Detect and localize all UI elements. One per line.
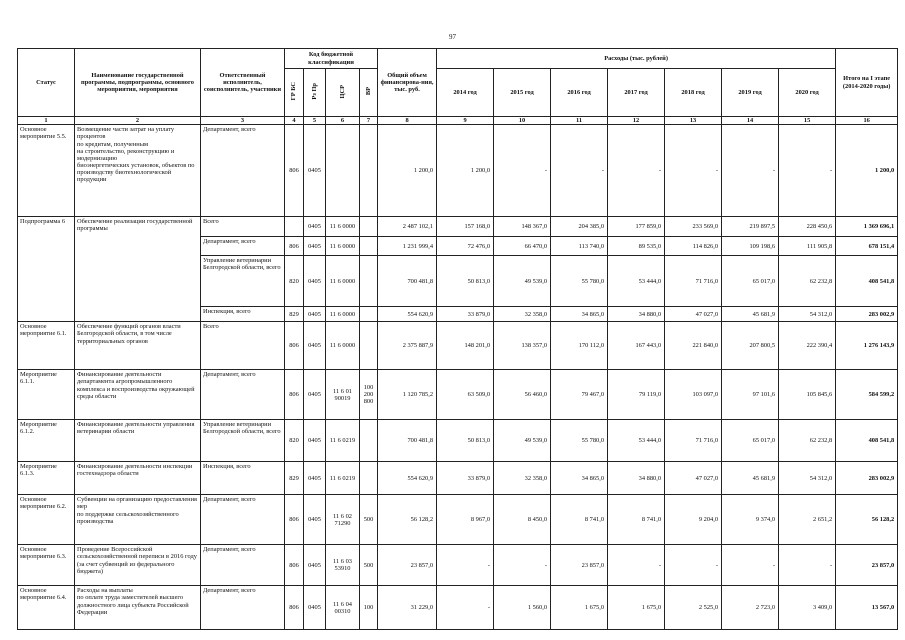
cell-executor: Департамент, всего xyxy=(201,237,285,256)
cell-grbs: 806 xyxy=(285,237,304,256)
header-stage-total: Итого на I этапе (2014-2020 годы) xyxy=(836,49,898,117)
cell-year-value: 2 525,0 xyxy=(665,586,722,630)
table-row xyxy=(18,370,898,420)
cell-stage-total: 1 369 696,1 xyxy=(836,217,898,237)
cell-grbs: 806 xyxy=(285,322,304,370)
header-csr: ЦСР xyxy=(326,69,360,117)
cell-executor: Департамент, всего xyxy=(201,586,285,630)
cell-year-value: 34 880,0 xyxy=(608,307,665,322)
cell-year-value: 3 409,0 xyxy=(779,586,836,630)
cell-year-value: 47 027,0 xyxy=(665,307,722,322)
cell-year-value: 177 859,0 xyxy=(608,217,665,237)
cell-grbs: 829 xyxy=(285,462,304,495)
cell-executor: Департамент, всего xyxy=(201,495,285,545)
cell-rzpr: 0405 xyxy=(304,307,326,322)
header-year: 2015 год xyxy=(494,69,551,117)
cell-vr xyxy=(360,125,378,217)
cell-executor: Инспекция, всего xyxy=(201,307,285,322)
column-number: 14 xyxy=(722,117,779,125)
cell-rzpr: 0405 xyxy=(304,462,326,495)
cell-year-value: - xyxy=(779,545,836,586)
column-number: 13 xyxy=(665,117,722,125)
column-number: 2 xyxy=(75,117,201,125)
cell-stage-total: 584 599,2 xyxy=(836,370,898,420)
cell-stage-total: 408 541,8 xyxy=(836,420,898,462)
cell-year-value: 53 444,0 xyxy=(608,420,665,462)
cell-rzpr: 0405 xyxy=(304,495,326,545)
column-number: 9 xyxy=(437,117,494,125)
cell-year-value: 34 880,0 xyxy=(608,462,665,495)
cell-rzpr: 0405 xyxy=(304,545,326,586)
cell-vr xyxy=(360,237,378,256)
cell-csr: 11 6 04 00310 xyxy=(326,586,360,630)
header-expenses: Расходы (тыс. рублей) xyxy=(437,49,836,69)
cell-year-value: 1 675,0 xyxy=(608,586,665,630)
cell-year-value: 228 450,6 xyxy=(779,217,836,237)
cell-status: Мероприятие 6.1.2. xyxy=(18,420,75,462)
header-vr: ВР xyxy=(360,69,378,117)
cell-vr xyxy=(360,217,378,237)
cell-year-value: 114 826,0 xyxy=(665,237,722,256)
column-number: 7 xyxy=(360,117,378,125)
cell-year-value: 32 358,0 xyxy=(494,307,551,322)
header-year: 2018 год xyxy=(665,69,722,117)
cell-year-value: 50 813,0 xyxy=(437,420,494,462)
header-grbs: ГР БС xyxy=(285,69,304,117)
cell-status: Основное мероприятие 6.1. xyxy=(18,322,75,370)
cell-total: 700 481,8 xyxy=(378,256,437,307)
cell-year-value: 111 905,8 xyxy=(779,237,836,256)
cell-total: 1 120 785,2 xyxy=(378,370,437,420)
cell-executor: Управление ветеринарии Белгородской области, всего xyxy=(201,420,285,462)
cell-year-value: 97 101,6 xyxy=(722,370,779,420)
cell-year-value: - xyxy=(551,125,608,217)
cell-year-value: 79 119,0 xyxy=(608,370,665,420)
cell-year-value: 138 357,0 xyxy=(494,322,551,370)
cell-rzpr: 0405 xyxy=(304,322,326,370)
cell-year-value: 8 741,0 xyxy=(551,495,608,545)
cell-total: 554 620,9 xyxy=(378,307,437,322)
cell-stage-total: 13 567,0 xyxy=(836,586,898,630)
cell-status: Подпрограмма 6 xyxy=(18,217,75,322)
cell-executor: Управление ветеринарии Белгородской области, всего xyxy=(201,256,285,307)
cell-name: Обеспечение реализации государственной программы xyxy=(75,217,201,322)
cell-year-value: 148 367,0 xyxy=(494,217,551,237)
cell-total: 1 231 999,4 xyxy=(378,237,437,256)
cell-year-value: 170 112,0 xyxy=(551,322,608,370)
cell-csr: 11 6 01 90019 xyxy=(326,370,360,420)
cell-name: Обеспечение функций органов власти Белгородской области, в том числе территориальных органов xyxy=(75,322,201,370)
cell-csr: 11 6 02 71290 xyxy=(326,495,360,545)
table-row xyxy=(18,322,898,370)
cell-year-value: 72 476,0 xyxy=(437,237,494,256)
cell-csr: 11 6 0000 xyxy=(326,307,360,322)
column-number: 4 xyxy=(285,117,304,125)
cell-grbs: 806 xyxy=(285,545,304,586)
table-row xyxy=(18,462,898,495)
cell-total: 2 487 102,1 xyxy=(378,217,437,237)
cell-year-value: 33 879,0 xyxy=(437,307,494,322)
cell-grbs: 820 xyxy=(285,420,304,462)
cell-year-value: 32 358,0 xyxy=(494,462,551,495)
cell-csr xyxy=(326,125,360,217)
cell-stage-total: 1 276 143,9 xyxy=(836,322,898,370)
column-number: 8 xyxy=(378,117,437,125)
header-status: Статус xyxy=(18,49,75,117)
cell-year-value: 8 741,0 xyxy=(608,495,665,545)
cell-year-value: - xyxy=(665,125,722,217)
cell-grbs: 829 xyxy=(285,307,304,322)
header-year: 2017 год xyxy=(608,69,665,117)
cell-year-value: 23 857,0 xyxy=(551,545,608,586)
cell-grbs: 806 xyxy=(285,586,304,630)
cell-name: Финансирование деятельности управления ветеринарии области xyxy=(75,420,201,462)
cell-vr: 100 xyxy=(360,586,378,630)
cell-year-value: - xyxy=(494,125,551,217)
cell-stage-total: 56 128,2 xyxy=(836,495,898,545)
cell-rzpr: 0405 xyxy=(304,237,326,256)
cell-year-value: 2 723,0 xyxy=(722,586,779,630)
cell-year-value: 63 509,0 xyxy=(437,370,494,420)
cell-rzpr: 0405 xyxy=(304,125,326,217)
cell-csr: 11 6 03 53910 xyxy=(326,545,360,586)
cell-name: Субвенции на организацию предоставления мер по поддержке сельскохозяйственного производства xyxy=(75,495,201,545)
cell-rzpr: 0405 xyxy=(304,256,326,307)
cell-year-value: 71 716,0 xyxy=(665,420,722,462)
cell-year-value: 34 865,0 xyxy=(551,462,608,495)
column-number: 6 xyxy=(326,117,360,125)
cell-total: 23 857,0 xyxy=(378,545,437,586)
cell-rzpr: 0405 xyxy=(304,586,326,630)
cell-executor: Департамент, всего xyxy=(201,370,285,420)
cell-name: Финансирование деятельности департамента агропромышленного комплекса и воспроизводства окружающей среды области xyxy=(75,370,201,420)
cell-vr xyxy=(360,462,378,495)
cell-year-value: 79 467,0 xyxy=(551,370,608,420)
header-year: 2014 год xyxy=(437,69,494,117)
cell-stage-total: 1 200,0 xyxy=(836,125,898,217)
cell-grbs: 820 xyxy=(285,256,304,307)
cell-year-value: 34 865,0 xyxy=(551,307,608,322)
cell-year-value: 207 800,5 xyxy=(722,322,779,370)
cell-status: Основное мероприятие 6.4. xyxy=(18,586,75,630)
cell-total: 56 128,2 xyxy=(378,495,437,545)
cell-year-value: - xyxy=(779,125,836,217)
cell-stage-total: 23 857,0 xyxy=(836,545,898,586)
table-row xyxy=(18,420,898,462)
cell-status: Основное мероприятие 6.2. xyxy=(18,495,75,545)
header-year: 2016 год xyxy=(551,69,608,117)
table-row xyxy=(18,545,898,586)
cell-year-value: 1 200,0 xyxy=(437,125,494,217)
cell-total: 2 375 887,9 xyxy=(378,322,437,370)
cell-year-value: 33 879,0 xyxy=(437,462,494,495)
cell-year-value: 148 201,0 xyxy=(437,322,494,370)
cell-year-value: 49 539,0 xyxy=(494,256,551,307)
column-number: 10 xyxy=(494,117,551,125)
cell-year-value: - xyxy=(437,586,494,630)
budget-table xyxy=(17,48,898,630)
cell-total: 31 229,0 xyxy=(378,586,437,630)
cell-year-value: 62 232,8 xyxy=(779,256,836,307)
header-total-funding: Общий объем финансирова-ния, тыс. руб. xyxy=(378,49,437,117)
cell-year-value: 103 097,0 xyxy=(665,370,722,420)
table-row xyxy=(18,125,898,217)
cell-year-value: - xyxy=(494,545,551,586)
cell-total: 1 200,0 xyxy=(378,125,437,217)
cell-year-value: - xyxy=(722,545,779,586)
cell-year-value: 221 840,0 xyxy=(665,322,722,370)
cell-rzpr: 0405 xyxy=(304,217,326,237)
cell-year-value: 9 374,0 xyxy=(722,495,779,545)
cell-vr: 500 xyxy=(360,495,378,545)
cell-stage-total: 283 002,9 xyxy=(836,307,898,322)
cell-year-value: 204 385,0 xyxy=(551,217,608,237)
cell-year-value: - xyxy=(722,125,779,217)
cell-rzpr: 0405 xyxy=(304,420,326,462)
cell-grbs: 806 xyxy=(285,125,304,217)
cell-stage-total: 678 151,4 xyxy=(836,237,898,256)
cell-year-value: 66 470,0 xyxy=(494,237,551,256)
column-number: 3 xyxy=(201,117,285,125)
cell-year-value: 54 312,0 xyxy=(779,307,836,322)
cell-csr: 11 6 0000 xyxy=(326,217,360,237)
cell-year-value: - xyxy=(608,125,665,217)
table-row xyxy=(18,586,898,630)
cell-year-value: 65 017,0 xyxy=(722,256,779,307)
cell-name: Возмещение части затрат на уплату процентов по кредитам, полученным на строительство, реконструкцию и модернизацию биоэнергетических установок, объектов по производству биотехнологической продукции xyxy=(75,125,201,217)
cell-status: Мероприятие 6.1.3. xyxy=(18,462,75,495)
cell-status: Основное мероприятие 5.5. xyxy=(18,125,75,217)
cell-grbs: 806 xyxy=(285,495,304,545)
cell-year-value: 8 967,0 xyxy=(437,495,494,545)
cell-year-value: 222 390,4 xyxy=(779,322,836,370)
cell-stage-total: 283 002,9 xyxy=(836,462,898,495)
cell-vr xyxy=(360,256,378,307)
cell-year-value: 89 535,0 xyxy=(608,237,665,256)
cell-vr xyxy=(360,420,378,462)
cell-year-value: 53 444,0 xyxy=(608,256,665,307)
cell-name: Финансирование деятельности инспекции гостехнадзора области xyxy=(75,462,201,495)
cell-status: Основное мероприятие 6.3. xyxy=(18,545,75,586)
cell-stage-total: 408 541,8 xyxy=(836,256,898,307)
cell-year-value: - xyxy=(437,545,494,586)
cell-year-value: 54 312,0 xyxy=(779,462,836,495)
cell-year-value: 113 740,0 xyxy=(551,237,608,256)
cell-year-value: 8 450,0 xyxy=(494,495,551,545)
header-year: 2020 год xyxy=(779,69,836,117)
cell-rzpr: 0405 xyxy=(304,370,326,420)
cell-vr xyxy=(360,322,378,370)
header-executor: Ответственный исполнитель, соисполнитель, участники xyxy=(201,49,285,117)
cell-name: Расходы на выплаты по оплате труда заместителей высшего должностного лица субъекта Российской Федерации xyxy=(75,586,201,630)
cell-grbs xyxy=(285,217,304,237)
cell-year-value: 71 716,0 xyxy=(665,256,722,307)
header-year: 2019 год xyxy=(722,69,779,117)
cell-csr: 11 6 0219 xyxy=(326,462,360,495)
cell-year-value: 233 569,0 xyxy=(665,217,722,237)
cell-year-value: 49 539,0 xyxy=(494,420,551,462)
cell-executor: Департамент, всего xyxy=(201,545,285,586)
cell-year-value: 45 681,9 xyxy=(722,307,779,322)
column-number: 5 xyxy=(304,117,326,125)
column-number: 1 xyxy=(18,117,75,125)
cell-year-value: 109 198,6 xyxy=(722,237,779,256)
table-row xyxy=(18,495,898,545)
column-number: 16 xyxy=(836,117,898,125)
column-number: 15 xyxy=(779,117,836,125)
cell-vr: 500 xyxy=(360,545,378,586)
header-rzpr: Рз Пр xyxy=(304,69,326,117)
header-budget-code: Код бюджетной классификации xyxy=(285,49,378,69)
header-program-name: Наименование государственной программы, подпрограммы, основного мероприятия, мероприятия xyxy=(75,49,201,117)
cell-year-value: - xyxy=(608,545,665,586)
column-number: 11 xyxy=(551,117,608,125)
cell-year-value: 157 168,0 xyxy=(437,217,494,237)
cell-executor: Инспекция, всего xyxy=(201,462,285,495)
cell-executor: Всего xyxy=(201,322,285,370)
cell-grbs: 806 xyxy=(285,370,304,420)
cell-csr: 11 6 0000 xyxy=(326,256,360,307)
cell-status: Мероприятие 6.1.1. xyxy=(18,370,75,420)
cell-year-value: 55 780,0 xyxy=(551,256,608,307)
cell-year-value: 105 845,6 xyxy=(779,370,836,420)
cell-executor: Департамент, всего xyxy=(201,125,285,217)
cell-year-value: - xyxy=(665,545,722,586)
page-number: 97 xyxy=(449,33,456,41)
cell-year-value: 45 681,9 xyxy=(722,462,779,495)
cell-year-value: 1 560,0 xyxy=(494,586,551,630)
cell-csr: 11 6 0000 xyxy=(326,322,360,370)
cell-year-value: 55 780,0 xyxy=(551,420,608,462)
cell-year-value: 2 651,2 xyxy=(779,495,836,545)
column-number: 12 xyxy=(608,117,665,125)
cell-csr: 11 6 0219 xyxy=(326,420,360,462)
cell-csr: 11 6 0000 xyxy=(326,237,360,256)
table-row xyxy=(18,217,898,237)
cell-total: 554 620,9 xyxy=(378,462,437,495)
cell-total: 700 481,8 xyxy=(378,420,437,462)
cell-executor: Всего xyxy=(201,217,285,237)
cell-year-value: 47 027,0 xyxy=(665,462,722,495)
cell-year-value: 219 897,5 xyxy=(722,217,779,237)
cell-year-value: 167 443,0 xyxy=(608,322,665,370)
cell-name: Проведение Всероссийской сельскохозяйственной переписи в 2016 году (за счет субвенций из федерального бюджета) xyxy=(75,545,201,586)
cell-year-value: 50 813,0 xyxy=(437,256,494,307)
cell-year-value: 62 232,8 xyxy=(779,420,836,462)
cell-year-value: 56 460,0 xyxy=(494,370,551,420)
cell-vr xyxy=(360,307,378,322)
cell-year-value: 1 675,0 xyxy=(551,586,608,630)
cell-year-value: 65 017,0 xyxy=(722,420,779,462)
cell-year-value: 9 204,0 xyxy=(665,495,722,545)
cell-vr: 100 200 800 xyxy=(360,370,378,420)
